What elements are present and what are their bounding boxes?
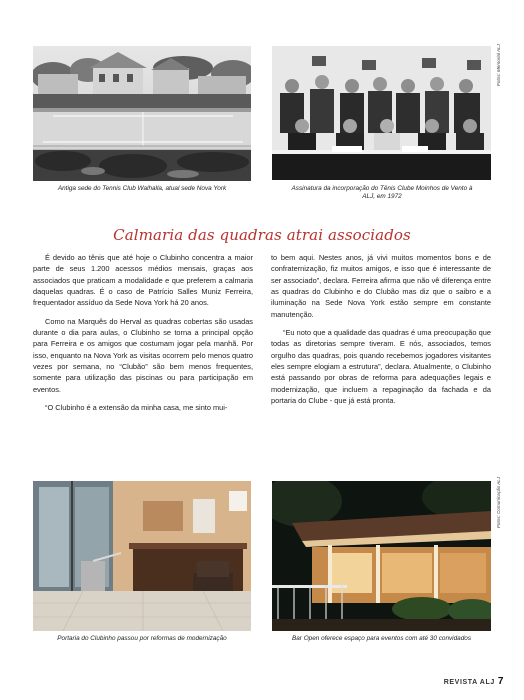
photo-reception bbox=[33, 481, 251, 631]
page-number: 7 bbox=[497, 676, 504, 687]
paragraph: to bem aqui. Nestes anos, já vivi muitos momentos bons e de confraternização, fiz muitos amigos, e isso que é interessante de ser associado”, declara. Ferreira afirma que não vê diferença entre as quadras do Clubinho e do Clubão mas diz que o saibro e a iluminação na Sede Nova York estão sempre em constante manutenção. bbox=[271, 253, 491, 319]
paragraph: Como na Marquês do Herval as quadras cobertas são usadas durante o dia para aulas, o Clubinho se torna a principal opção para Ferreira e os amigos que costumam jogar pela manhã. Por isso, enquanto na Nova York as visitas ocorrem pelo menos quatro vezes por semana, no “Clubão” são bem menos frequentes, somente para utilização das piscinas ou para participação em eventos. bbox=[33, 316, 253, 394]
paragraph: “O Clubinho é a extensão da minha casa, me sinto mui- bbox=[45, 403, 228, 413]
caption-signing-ceremony: Assinatura da incorporação do Tênis Clube Moinhos de Vento à ALJ, em 1972 bbox=[291, 185, 473, 201]
article-column-left bbox=[33, 252, 253, 420]
page-footer bbox=[444, 676, 504, 687]
credit-comunicacao: Fotos: Comunicação ALJ bbox=[496, 476, 501, 528]
caption-reception: Portaria do Clubinho passou por reformas de modernização bbox=[57, 635, 227, 642]
caption-bar-open: Bar Open oferece espaço para eventos com até 30 convidados bbox=[291, 635, 472, 642]
article-headline: Calmaria das quadras atrai associados bbox=[113, 226, 411, 244]
paragraph: “Eu noto que a qualidade das quadras é uma preocupação que todas as diretorias sempre tiveram. E nós, associados, temos orgulho das quadras, pois quando recebemos jogadores visitantes eles sempre elogiam a estrutura”, declara. Atualmente, o Clubinho está passando por obras de reforma para adequações legais e modernização, que incluem a repaginação da fachada e da portaria do Clube - que já está pronta. bbox=[271, 328, 491, 406]
credit-memorial: Fotos: Memorial ALJ bbox=[496, 44, 501, 86]
caption-old-tennis-club: Antiga sede do Tennis Club Walhalla, atual sede Nova York bbox=[57, 185, 227, 192]
magazine-name: REVISTA ALJ bbox=[443, 679, 495, 686]
article-column-right bbox=[271, 252, 491, 413]
photo-bar-open bbox=[272, 481, 491, 631]
paragraph: É devido ao tênis que até hoje o Clubinho concentra a maior parte de seus 1.200 acessos médios mensais, graças aos associados que praticam a modalidade e que preferem a calmaria daquelas quadras. É o caso de Patrício Salles Muniz Ferreira, frequentador assíduo da Sede Nova York há 20 anos. bbox=[33, 253, 253, 308]
photo-old-tennis-club bbox=[33, 46, 251, 181]
photo-signing-ceremony bbox=[272, 46, 491, 180]
